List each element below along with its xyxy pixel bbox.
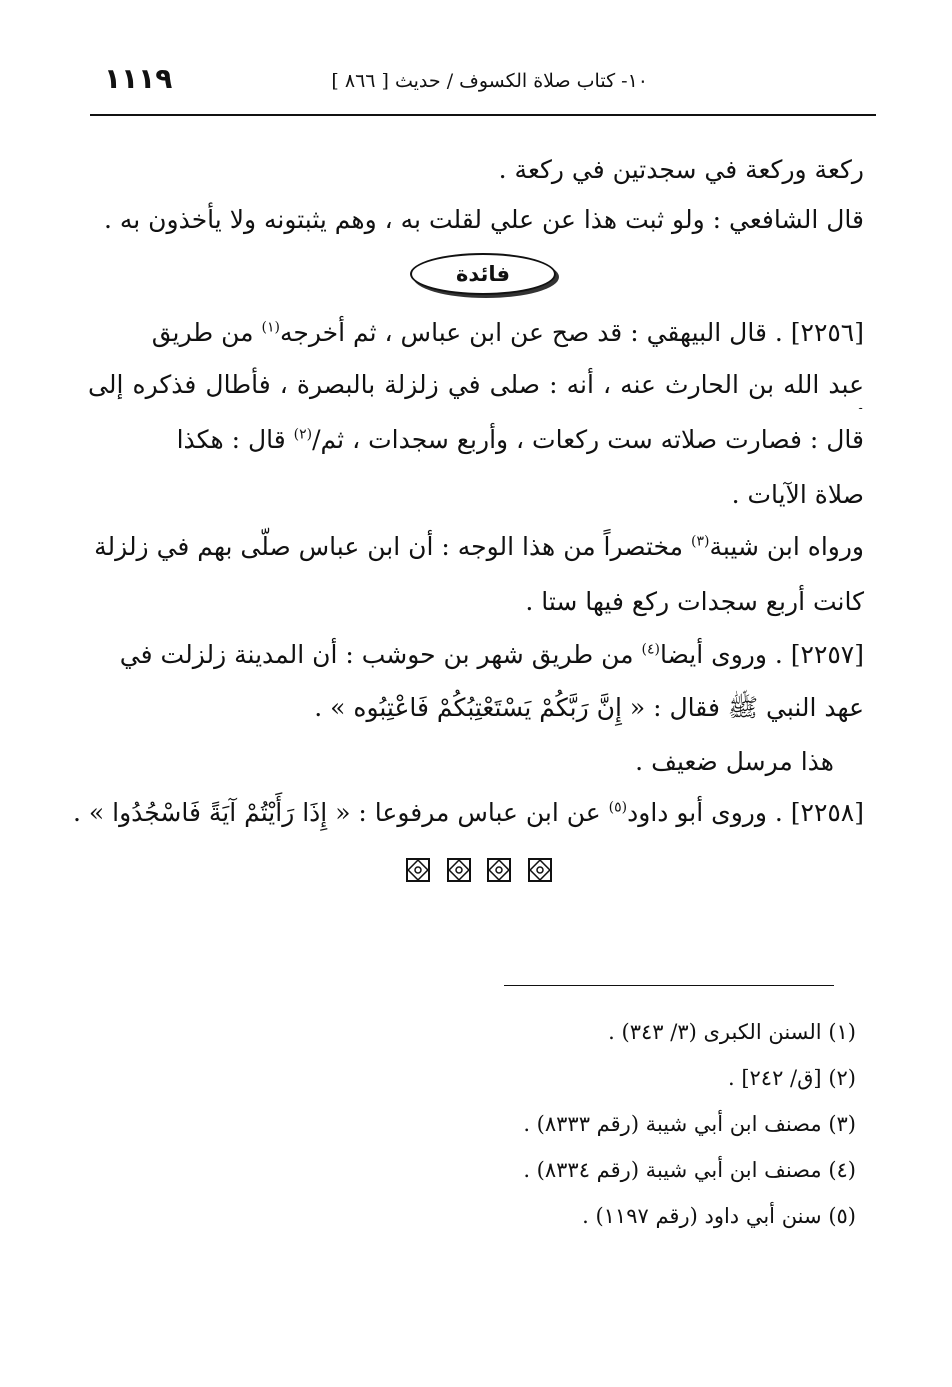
footnote-number: (٢) (828, 1066, 856, 1090)
page-header (90, 58, 876, 116)
text-run: من طريق (151, 318, 262, 347)
text-run: ورواه ابن شيبة (709, 532, 864, 561)
footnote-number: (٥) (828, 1204, 856, 1228)
square-knot-ornament-icon (406, 858, 430, 882)
text-line: عهد النبي ﷺ فقال : « إِنَّ رَبَّكُمْ يَسْتَعْتِبُكُمْ فَاعْتِبُوه » . (314, 693, 864, 722)
footnote-ref: (٢) (293, 426, 313, 443)
text-line (88, 420, 864, 460)
footnote-separator (504, 985, 834, 986)
footnote-ref: (٥) (608, 799, 628, 816)
footnote-text: السنن الكبرى (٣/ ٣٤٣) . (608, 1020, 822, 1044)
footnote-ref: (١) (261, 319, 280, 336)
footnote (156, 1153, 856, 1187)
page-number: ١١١٩ (104, 62, 173, 95)
footnote-number: (١) (828, 1020, 856, 1044)
footnote-number: (٣) (828, 1112, 856, 1136)
text-line (88, 527, 864, 567)
footnote (156, 1107, 856, 1141)
text-run: [٢٢٥٧] . وروى أيضا (659, 640, 864, 669)
footnote (156, 1061, 856, 1095)
text-line: عبد الله بن الحارث عنه ، أنه : صلى في زلزلة بالبصرة ، فأطال فذكره إلى (88, 370, 864, 399)
text-line (88, 635, 864, 675)
text-run: [٢٢٥٦] . قال البيهقي : قد صح عن ابن عباس ، ثم أخرجه (280, 318, 864, 347)
footnote (156, 1015, 856, 1049)
text-run: قال : فصارت صلاته ست ركعات ، وأربع سجدات ، ثم/ (312, 425, 864, 454)
square-knot-ornament-icon (528, 858, 552, 882)
faida-banner-icon (410, 253, 556, 295)
text-line: صلاة الآيات . (731, 480, 864, 509)
footnote-number: (٤) (828, 1158, 856, 1182)
text-line: هذا مرسل ضعيف . (635, 747, 834, 776)
faida-label: فائدة (455, 262, 511, 286)
footnote-text: [ق/ ٢٤٢] . (727, 1066, 822, 1090)
text-line (72, 793, 864, 833)
square-knot-ornament-icon (487, 858, 511, 882)
text-run: مختصراً من هذا الوجه : أن ابن عباس صلّى بهم في زلزلة (94, 532, 691, 561)
text-run: [٢٢٥٨] . وروى أبو داود (627, 798, 864, 827)
footnote (156, 1199, 856, 1233)
square-knot-ornament-icon (447, 858, 471, 882)
footnote-text: مصنف ابن أبي شيبة (رقم ٨٣٣٣) . (523, 1112, 822, 1136)
text-line (88, 313, 864, 353)
text-line: كانت أربع سجدات ركع فيها ستا . (525, 587, 864, 616)
footnote-text: سنن أبي داود (رقم ١١٩٧) . (582, 1204, 822, 1228)
text-run: قال : هكذا (176, 425, 294, 454)
footnote-ref: (٤) (641, 641, 660, 658)
running-title: ١٠- كتاب صلاة الكسوف / حديث [ ٨٦٦ ] (331, 70, 648, 92)
text-line: قال الشافعي : ولو ثبت هذا عن علي لقلت به ، وهم يثبتونه ولا يأخذون به . (103, 205, 864, 234)
text-run: عن ابن عباس مرفوعا : « إِذَا رَأَيْتُمْ آيَةً فَاسْجُدُوا » . (72, 798, 609, 827)
footnote-text: مصنف ابن أبي شيبة (رقم ٨٣٣٤) . (523, 1158, 822, 1182)
text-run: من طريق شهر بن حوشب : أن المدينة زلزلت في (119, 640, 642, 669)
text-line: ركعة وركعة في سجدتين في ركعة . (498, 155, 864, 184)
footnote-ref: (٣) (691, 533, 710, 550)
section-end-ornaments (406, 858, 552, 886)
